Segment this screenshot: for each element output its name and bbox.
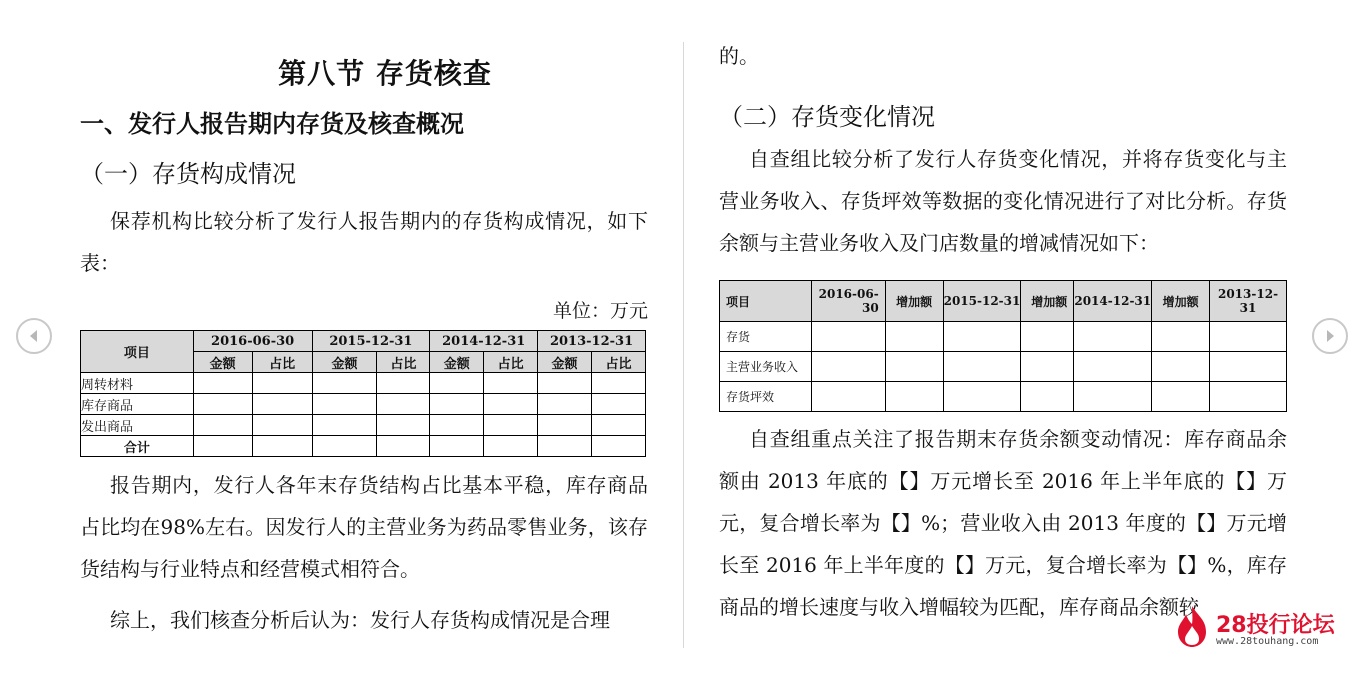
paragraph-changes-intro: 自查组比较分析了发行人存货变化情况，并将存货变化与主营业务收入、存货坪效等数据的变化情况进行了对比分析。存货余额与主营业务收入及门店数量的增减情况如下： [719, 147, 1287, 255]
prev-page-button[interactable] [16, 318, 52, 354]
row-label: 存货 [720, 322, 812, 352]
heading-inventory-composition: （一）存货构成情况 [80, 160, 296, 188]
table-row [720, 382, 1287, 412]
heading-inventory-overview: 一、发行人报告期内存货及核查概况 [80, 109, 464, 138]
page-divider [683, 42, 684, 648]
next-page-button[interactable] [1312, 318, 1348, 354]
table-subheader-amount: 金额 [430, 352, 484, 373]
table-row [720, 352, 1287, 382]
table-header-period: 2016-06-30 [811, 281, 885, 322]
site-logo [1172, 604, 1352, 650]
paragraph-inventory-balance: 自查组重点关注了报告期末存货余额变动情况：库存商品余额由 2013 年底的【】万元增长至 2016 年上半年底的【】万元，复合增长率为【】%；营业收入由 2013 年度的【】万元增长至 2016 年上半年度的【】万元，复合增长率为【】%，库存商品的增长速度与收入增幅较为匹配，库存商品余额较 [719, 427, 1287, 619]
table-subheader-amount: 金额 [538, 352, 592, 373]
table-header-period: 2015-12-31 [312, 331, 430, 352]
table-header-item: 项目 [81, 331, 194, 373]
paragraph-conclusion: 综上，我们核查分析后认为：发行人存货构成情况是合理 [110, 608, 610, 632]
paragraph-structure-analysis: 报告期内，发行人各年末存货结构占比基本平稳，库存商品占比均在98%左右。因发行人的主营业务为药品零售业务，该存货结构与行业特点和经营模式相符合。 [80, 473, 648, 581]
table-row [81, 394, 646, 415]
table-row [81, 373, 646, 394]
table-header-period: 2014-12-31 [1074, 281, 1152, 322]
row-label: 主营业务收入 [720, 352, 812, 382]
table-header-increase: 增加额 [1152, 281, 1210, 322]
table-row-total [81, 436, 646, 457]
table-subheader-ratio: 占比 [484, 352, 538, 373]
inventory-change-table [719, 280, 1287, 412]
table-row [81, 415, 646, 436]
row-label: 周转材料 [81, 373, 194, 394]
chevron-left-icon [27, 329, 41, 343]
table-header-item: 项目 [720, 281, 812, 322]
table-header-period: 2013-12-31 [538, 331, 646, 352]
table-header-increase: 增加额 [885, 281, 943, 322]
row-label: 库存商品 [81, 394, 194, 415]
table-subheader-ratio: 占比 [592, 352, 646, 373]
table-header-period: 2013-12-31 [1210, 281, 1287, 322]
chevron-right-icon [1323, 329, 1337, 343]
heading-inventory-changes: （二）存货变化情况 [719, 103, 935, 131]
logo-name: 28投行论坛 [1216, 613, 1335, 638]
table-header-period: 2016-06-30 [193, 331, 312, 352]
logo-url: www.28touhang.com [1216, 636, 1319, 647]
table-header-increase: 增加额 [1021, 281, 1074, 322]
flame-icon [1172, 604, 1212, 648]
unit-label: 单位：万元 [552, 300, 648, 322]
row-label: 发出商品 [81, 415, 194, 436]
table-subheader-amount: 金额 [193, 352, 252, 373]
table-subheader-amount: 金额 [312, 352, 377, 373]
table-header-period: 2014-12-31 [430, 331, 538, 352]
row-label: 存货坪效 [720, 382, 812, 412]
table-subheader-ratio: 占比 [252, 352, 312, 373]
section-title: 第八节 存货核查 [278, 57, 492, 90]
inventory-composition-table [80, 330, 646, 457]
continuation-text: 的。 [719, 44, 759, 68]
row-label-total: 合计 [81, 436, 194, 457]
table-header-period: 2015-12-31 [943, 281, 1021, 322]
table-subheader-ratio: 占比 [377, 352, 430, 373]
table-row [720, 322, 1287, 352]
paragraph-composition-intro: 保荐机构比较分析了发行人报告期内的存货构成情况，如下表： [80, 209, 648, 275]
